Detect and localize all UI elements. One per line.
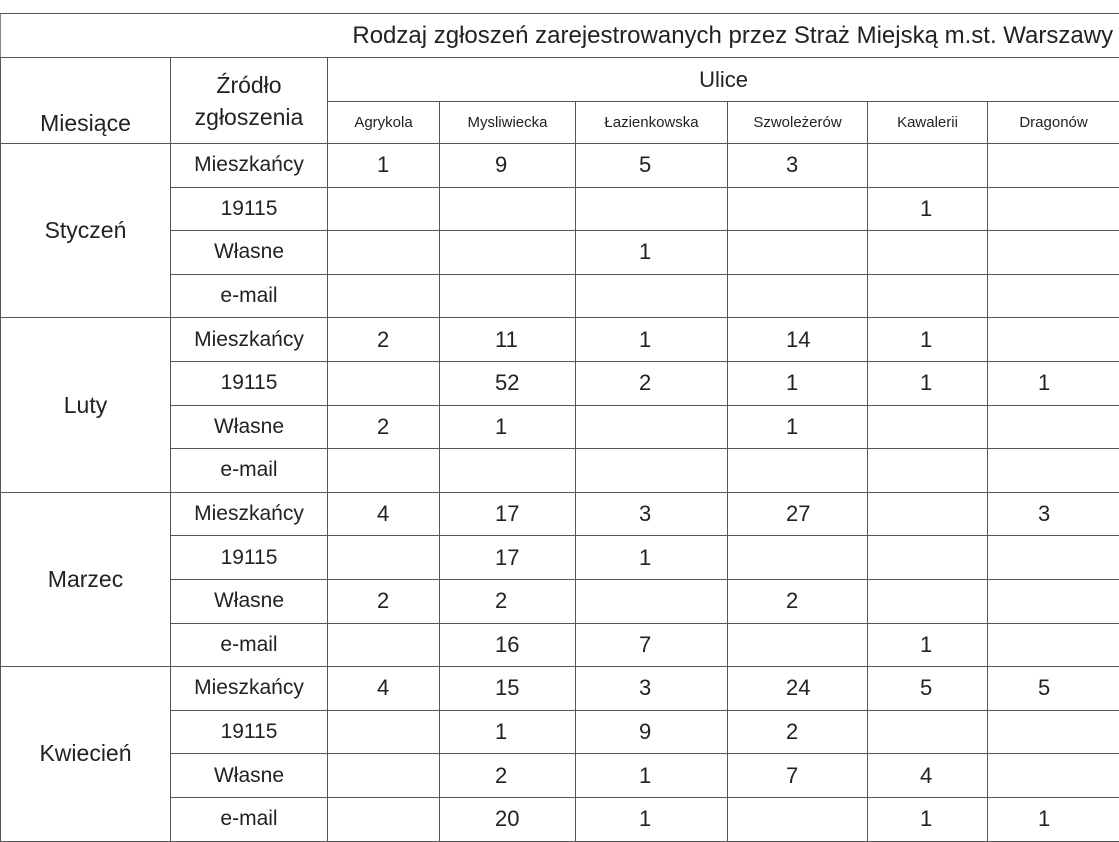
value-cell: 4 bbox=[328, 492, 440, 536]
value-cell: 7 bbox=[728, 754, 868, 798]
value-cell bbox=[576, 449, 728, 493]
value-cell: 5 bbox=[576, 144, 728, 188]
value-cell: 2 bbox=[328, 579, 440, 623]
value-cell: 52 bbox=[440, 361, 576, 405]
value-cell: 2 bbox=[728, 579, 868, 623]
value-cell bbox=[328, 623, 440, 667]
source-cell: Mieszkańcy bbox=[171, 318, 328, 362]
value-cell bbox=[440, 274, 576, 318]
value-cell bbox=[988, 405, 1119, 449]
value-cell bbox=[328, 797, 440, 841]
value-cell: 16 bbox=[440, 623, 576, 667]
month-header: Miesiące bbox=[1, 58, 171, 144]
value-cell bbox=[868, 449, 988, 493]
source-cell: e-mail bbox=[171, 797, 328, 841]
value-cell bbox=[328, 536, 440, 580]
value-cell: 4 bbox=[328, 667, 440, 711]
month-cell: Styczeń bbox=[1, 144, 171, 318]
month-cell: Luty bbox=[1, 318, 171, 492]
value-cell: 1 bbox=[328, 144, 440, 188]
value-cell bbox=[868, 144, 988, 188]
source-cell: Własne bbox=[171, 754, 328, 798]
value-cell: 1 bbox=[576, 754, 728, 798]
value-cell: 4 bbox=[868, 754, 988, 798]
value-cell: 1 bbox=[728, 361, 868, 405]
value-cell: 9 bbox=[440, 144, 576, 188]
value-cell bbox=[988, 754, 1119, 798]
value-cell: 9 bbox=[576, 710, 728, 754]
value-cell: 3 bbox=[576, 492, 728, 536]
value-cell bbox=[728, 274, 868, 318]
value-cell bbox=[868, 579, 988, 623]
value-cell bbox=[328, 710, 440, 754]
value-cell: 1 bbox=[868, 797, 988, 841]
value-cell: 3 bbox=[728, 144, 868, 188]
value-cell: 1 bbox=[868, 623, 988, 667]
value-cell: 14 bbox=[728, 318, 868, 362]
value-cell: 1 bbox=[868, 187, 988, 231]
source-header-line1: Źródło bbox=[171, 69, 327, 101]
value-cell bbox=[988, 449, 1119, 493]
value-cell: 24 bbox=[728, 667, 868, 711]
value-cell bbox=[868, 710, 988, 754]
value-cell: 2 bbox=[440, 579, 576, 623]
value-cell: 2 bbox=[728, 710, 868, 754]
table-title: Rodzaj zgłoszeń zarejestrowanych przez Straż Miejską m.st. Warszawy bbox=[1, 14, 1119, 58]
value-cell: 1 bbox=[576, 797, 728, 841]
table-row bbox=[1, 492, 1119, 536]
value-cell: 1 bbox=[868, 318, 988, 362]
value-cell: 1 bbox=[576, 231, 728, 275]
report-table bbox=[0, 13, 1119, 842]
street-header-dragonow: Dragonów bbox=[988, 102, 1119, 144]
value-cell bbox=[728, 449, 868, 493]
streets-group-header: Ulice bbox=[328, 58, 1119, 102]
value-cell: 1 bbox=[988, 361, 1119, 405]
value-cell bbox=[328, 361, 440, 405]
source-header-line2: zgłoszenia bbox=[171, 101, 327, 133]
value-cell: 3 bbox=[988, 492, 1119, 536]
month-cell: Kwiecień bbox=[1, 667, 171, 841]
value-cell bbox=[440, 449, 576, 493]
value-cell: 3 bbox=[576, 667, 728, 711]
value-cell bbox=[328, 274, 440, 318]
street-header-szwolezerow: Szwoleżerów bbox=[728, 102, 868, 144]
value-cell bbox=[440, 231, 576, 275]
value-cell bbox=[988, 144, 1119, 188]
street-header-lazienkowska: Łazienkowska bbox=[576, 102, 728, 144]
source-cell: e-mail bbox=[171, 274, 328, 318]
value-cell bbox=[728, 797, 868, 841]
value-cell bbox=[328, 187, 440, 231]
source-cell: Własne bbox=[171, 231, 328, 275]
street-header-mysliwiecka: Mysliwiecka bbox=[440, 102, 576, 144]
value-cell bbox=[868, 231, 988, 275]
value-cell: 27 bbox=[728, 492, 868, 536]
value-cell bbox=[728, 536, 868, 580]
source-cell: Mieszkańcy bbox=[171, 144, 328, 188]
value-cell: 17 bbox=[440, 492, 576, 536]
value-cell: 11 bbox=[440, 318, 576, 362]
source-cell: 19115 bbox=[171, 536, 328, 580]
source-cell: Własne bbox=[171, 405, 328, 449]
value-cell bbox=[576, 274, 728, 318]
source-cell: 19115 bbox=[171, 710, 328, 754]
value-cell: 15 bbox=[440, 667, 576, 711]
value-cell bbox=[868, 274, 988, 318]
value-cell: 2 bbox=[328, 318, 440, 362]
value-cell: 20 bbox=[440, 797, 576, 841]
table-row bbox=[1, 318, 1119, 362]
value-cell: 2 bbox=[576, 361, 728, 405]
value-cell bbox=[576, 187, 728, 231]
value-cell: 5 bbox=[868, 667, 988, 711]
value-cell bbox=[988, 710, 1119, 754]
source-cell: Mieszkańcy bbox=[171, 492, 328, 536]
value-cell: 1 bbox=[728, 405, 868, 449]
value-cell bbox=[868, 405, 988, 449]
value-cell bbox=[988, 536, 1119, 580]
value-cell bbox=[988, 231, 1119, 275]
value-cell: 1 bbox=[576, 318, 728, 362]
source-header bbox=[171, 58, 328, 144]
value-cell: 5 bbox=[988, 667, 1119, 711]
value-cell bbox=[868, 492, 988, 536]
source-cell: e-mail bbox=[171, 449, 328, 493]
source-cell: 19115 bbox=[171, 187, 328, 231]
value-cell bbox=[728, 623, 868, 667]
street-header-agrykola: Agrykola bbox=[328, 102, 440, 144]
value-cell bbox=[576, 579, 728, 623]
value-cell bbox=[328, 754, 440, 798]
value-cell: 2 bbox=[440, 754, 576, 798]
value-cell: 1 bbox=[440, 710, 576, 754]
value-cell bbox=[576, 405, 728, 449]
value-cell bbox=[440, 187, 576, 231]
month-cell: Marzec bbox=[1, 492, 171, 666]
source-cell: e-mail bbox=[171, 623, 328, 667]
source-cell: 19115 bbox=[171, 361, 328, 405]
value-cell bbox=[988, 318, 1119, 362]
table-row bbox=[1, 144, 1119, 188]
value-cell: 17 bbox=[440, 536, 576, 580]
value-cell bbox=[988, 187, 1119, 231]
value-cell bbox=[988, 274, 1119, 318]
value-cell: 7 bbox=[576, 623, 728, 667]
value-cell bbox=[328, 231, 440, 275]
source-cell: Własne bbox=[171, 579, 328, 623]
value-cell bbox=[328, 449, 440, 493]
value-cell: 1 bbox=[988, 797, 1119, 841]
value-cell bbox=[988, 579, 1119, 623]
street-header-kawalerii: Kawalerii bbox=[868, 102, 988, 144]
value-cell: 1 bbox=[440, 405, 576, 449]
value-cell bbox=[868, 536, 988, 580]
value-cell: 1 bbox=[576, 536, 728, 580]
value-cell bbox=[988, 623, 1119, 667]
value-cell bbox=[728, 187, 868, 231]
value-cell: 1 bbox=[868, 361, 988, 405]
value-cell: 2 bbox=[328, 405, 440, 449]
source-cell: Mieszkańcy bbox=[171, 667, 328, 711]
value-cell bbox=[728, 231, 868, 275]
table-row bbox=[1, 667, 1119, 711]
